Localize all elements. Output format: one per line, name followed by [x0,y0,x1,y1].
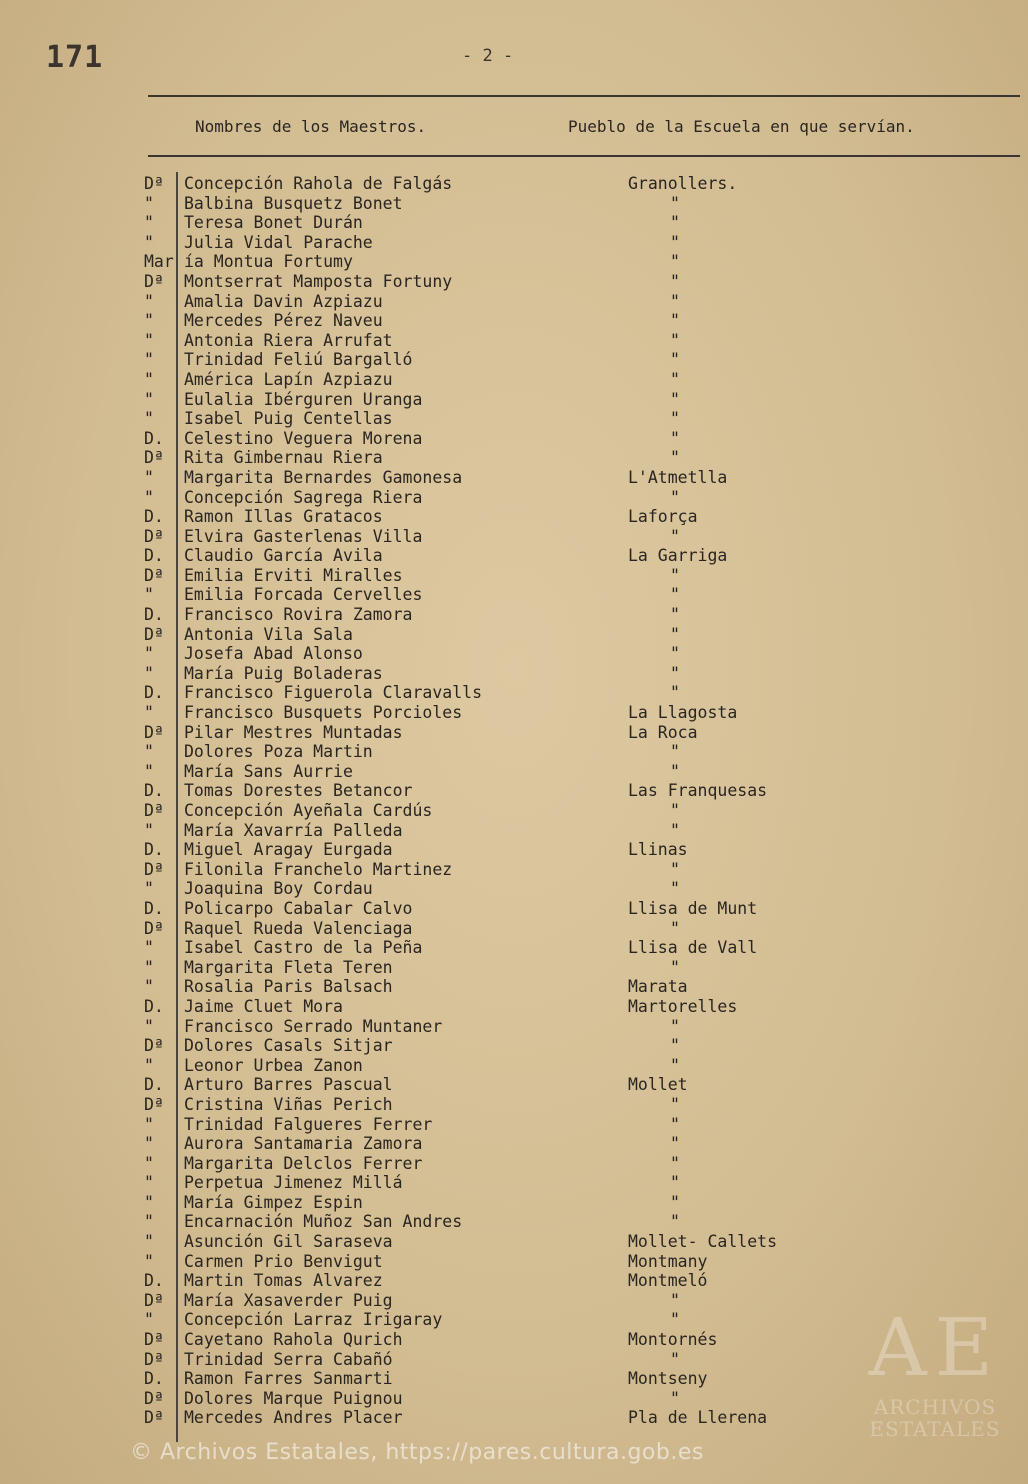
list-item [0,331,1028,351]
row-title: " [144,1251,154,1271]
row-teacher-name: Raquel Rueda Valenciaga [184,918,413,938]
row-school-town: " [670,859,680,879]
row-title: D. [144,605,164,625]
row-teacher-name: Margarita Fleta Teren [184,957,393,977]
row-school-town: " [670,624,680,644]
row-title: D. [144,1075,164,1095]
row-title: D. [144,898,164,918]
row-teacher-name: Trinidad Serra Cabañó [184,1349,393,1369]
list-item [0,821,1028,841]
row-title: " [144,585,154,605]
row-title: " [144,1016,154,1036]
row-school-town: " [670,389,680,409]
row-school-town: La Llagosta [628,703,738,723]
row-school-town: " [670,918,680,938]
row-school-town: " [670,1153,680,1173]
row-title: " [144,663,154,683]
row-title: Dª [144,271,164,291]
row-school-town: " [670,1192,680,1212]
row-school-town: Marata [628,977,688,997]
list-item [0,311,1028,331]
row-school-town: " [670,1036,680,1056]
list-item [0,781,1028,801]
row-school-town: " [670,1349,680,1369]
row-title: Dª [144,1349,164,1369]
list-item [0,507,1028,527]
copyright-watermark: © Archivos Estatales, https://pares.cultura.gob.es [130,1440,704,1465]
row-title: D. [144,546,164,566]
list-item [0,977,1028,997]
list-item [0,1173,1028,1193]
row-teacher-name: Ramon Farres Sanmarti [184,1369,393,1389]
row-school-town: Pla de Llerena [628,1408,768,1428]
row-title: Dª [144,1290,164,1310]
list-item [0,1075,1028,1095]
list-item [0,527,1028,547]
row-teacher-name: América Lapín Azpiazu [184,369,393,389]
list-item [0,605,1028,625]
row-school-town: " [670,1212,680,1232]
row-teacher-name: Aurora Santamaria Zamora [184,1134,423,1154]
row-school-town: " [670,350,680,370]
row-title: Dª [144,801,164,820]
list-item [0,742,1028,762]
list-item [0,292,1028,312]
row-school-town: Montseny [628,1369,708,1389]
row-teacher-name: Rita Gimbernau Riera [184,448,383,468]
list-item [0,174,1028,194]
row-school-town: Las Franquesas [628,781,768,801]
row-title: Dª [144,1408,164,1428]
row-teacher-name: Margarita Delclos Ferrer [184,1153,423,1173]
row-teacher-name: Dolores Poza Martin [184,742,373,762]
list-item [0,1056,1028,1076]
list-item [0,919,1028,939]
row-teacher-name: Dolores Marque Puignou [184,1388,403,1408]
list-item [0,233,1028,253]
row-school-town: " [670,193,680,213]
row-school-town: " [670,1055,680,1075]
row-school-town: " [670,879,680,899]
row-school-town: " [670,213,680,233]
row-teacher-name: Francisco Busquets Porcioles [184,703,463,723]
row-title: " [144,409,154,429]
row-school-town: " [670,820,680,840]
row-school-town: " [670,487,680,507]
row-teacher-name: Tomas Dorestes Betancor [184,781,413,801]
row-school-town: " [670,271,680,291]
row-teacher-name: Joaquina Boy Cordau [184,879,373,899]
row-school-town: " [670,311,680,331]
row-teacher-name: Cristina Viñas Perich [184,1094,393,1114]
row-title: Dª [144,174,164,193]
row-title: " [144,467,154,487]
row-title: Dª [144,1036,164,1056]
list-item [0,1212,1028,1232]
row-school-town: L'Atmetlla [628,467,728,487]
row-title: " [144,311,154,331]
row-title: Dª [144,1388,164,1408]
row-title: " [144,879,154,899]
row-school-town: Mollet [628,1075,688,1095]
list-item [0,840,1028,860]
row-school-town: " [670,330,680,350]
list-item [0,1271,1028,1291]
row-school-town: Montornés [628,1330,718,1350]
list-item [0,899,1028,919]
row-school-town: " [670,1016,680,1036]
logo-line-1: ARCHIVOS [873,1395,997,1419]
list-item [0,1036,1028,1056]
row-school-town: " [670,742,680,762]
row-teacher-name: Francisco Figuerola Claravalls [184,683,483,703]
row-teacher-name: Josefa Abad Alonso [184,644,363,664]
row-teacher-name: Arturo Barres Pascual [184,1075,393,1095]
list-item [0,448,1028,468]
list-item [0,546,1028,566]
row-title: Dª [144,918,164,938]
logo-line-2: ESTATALES [869,1417,1001,1441]
row-teacher-name: Leonor Urbea Zanon [184,1055,363,1075]
row-school-town: " [670,1114,680,1134]
row-title: " [144,1153,154,1173]
list-item [0,566,1028,586]
row-title: " [144,291,154,311]
row-teacher-name: Concepción Rahola de Falgás [184,174,453,193]
row-title: Dª [144,448,164,468]
list-item [0,703,1028,723]
row-teacher-name: ía Montua Fortumy [184,252,353,272]
row-school-town: La Roca [628,722,698,742]
row-title: Dª [144,624,164,644]
row-teacher-name: Miguel Aragay Eurgada [184,840,393,860]
row-teacher-name: María Gimpez Espin [184,1192,363,1212]
row-school-town: Llinas [628,840,688,860]
row-school-town: " [670,1173,680,1193]
list-item [0,390,1028,410]
list-item [0,1115,1028,1135]
list-item [0,194,1028,214]
row-title: " [144,213,154,233]
row-teacher-name: Concepción Ayeñala Cardús [184,801,433,820]
row-school-town: " [670,683,680,703]
row-title: " [144,703,154,723]
row-teacher-name: María Sans Aurrie [184,761,353,781]
row-school-town: " [670,1310,680,1330]
row-teacher-name: Emilia Erviti Miralles [184,565,403,585]
list-item [0,1193,1028,1213]
list-item [0,860,1028,880]
row-title: Dª [144,722,164,742]
list-item [0,585,1028,605]
row-teacher-name: Filonila Franchelo Martinez [184,859,453,879]
row-school-town: " [670,1388,680,1408]
row-school-town: " [670,761,680,781]
list-item [0,350,1028,370]
row-teacher-name: María Xavarría Palleda [184,820,403,840]
row-teacher-name: Margarita Bernardes Gamonesa [184,467,463,487]
row-title: D. [144,1271,164,1291]
row-title: " [144,957,154,977]
row-title: " [144,1114,154,1134]
row-teacher-name: Montserrat Mamposta Fortuny [184,271,453,291]
row-teacher-name: Eulalia Ibérguren Uranga [184,389,423,409]
teacher-list [0,174,1028,1428]
row-teacher-name: Mercedes Pérez Naveu [184,311,383,331]
list-item [0,958,1028,978]
row-school-town: " [670,585,680,605]
row-teacher-name: Celestino Veguera Morena [184,428,423,448]
row-school-town: " [670,409,680,429]
row-title: " [144,820,154,840]
row-teacher-name: Concepción Sagrega Riera [184,487,423,507]
row-title: Dª [144,565,164,585]
row-teacher-name: Pilar Mestres Muntadas [184,722,403,742]
row-teacher-name: Antonia Riera Arrufat [184,330,393,350]
row-title: " [144,761,154,781]
row-title: " [144,644,154,664]
row-teacher-name: María Puig Boladeras [184,663,383,683]
row-teacher-name: Teresa Bonet Durán [184,213,363,233]
row-title: D. [144,683,164,703]
row-school-town: Granollers. [628,174,738,193]
row-teacher-name: Asunción Gil Saraseva [184,1232,393,1252]
row-title: " [144,1173,154,1193]
row-title: " [144,977,154,997]
list-item [0,1252,1028,1272]
row-school-town: Mollet- Callets [628,1232,778,1252]
list-item [0,1017,1028,1037]
list-item [0,762,1028,782]
row-school-town: " [670,252,680,272]
header-rule-top [148,95,1020,97]
row-title: " [144,369,154,389]
row-title: " [144,938,154,958]
list-item [0,1095,1028,1115]
row-school-town: " [670,1290,680,1310]
row-teacher-name: Elvira Gasterlenas Villa [184,526,423,546]
row-school-town: " [670,428,680,448]
row-teacher-name: Isabel Puig Centellas [184,409,393,429]
row-title: " [144,1232,154,1252]
row-teacher-name: Dolores Casals Sitjar [184,1036,393,1056]
row-title: " [144,232,154,252]
row-title: " [144,193,154,213]
row-school-town: " [670,605,680,625]
list-item [0,409,1028,429]
list-item [0,938,1028,958]
row-school-town: " [670,369,680,389]
list-item [0,488,1028,508]
row-teacher-name: Encarnación Muñoz San Andres [184,1212,463,1232]
page-number: - 2 - [462,46,514,66]
row-title: Dª [144,1330,164,1350]
row-teacher-name: Trinidad Feliú Bargalló [184,350,413,370]
row-school-town: La Garriga [628,546,728,566]
column-header-names: Nombres de los Maestros. [195,117,427,136]
row-title: " [144,350,154,370]
row-school-town: " [670,1134,680,1154]
row-school-town: " [670,448,680,468]
row-school-town: Laforça [628,507,698,527]
row-school-town: " [670,957,680,977]
list-item [0,272,1028,292]
row-school-town: " [670,663,680,683]
row-title: " [144,1055,154,1075]
list-item [0,429,1028,449]
row-title: " [144,1192,154,1212]
row-teacher-name: Concepción Larraz Irigaray [184,1310,443,1330]
row-title: Mar [144,252,174,272]
list-item [0,213,1028,233]
row-teacher-name: Amalia Davin Azpiazu [184,291,383,311]
row-teacher-name: Emilia Forcada Cervelles [184,585,423,605]
row-teacher-name: Antonia Vila Sala [184,624,353,644]
row-teacher-name: Perpetua Jimenez Millá [184,1173,403,1193]
row-teacher-name: Francisco Rovira Zamora [184,605,413,625]
row-school-town: " [670,526,680,546]
list-item [0,683,1028,703]
row-school-town: " [670,565,680,585]
row-teacher-name: Cayetano Rahola Qurich [184,1330,403,1350]
row-title: " [144,1134,154,1154]
row-title: D. [144,781,164,801]
row-title: " [144,487,154,507]
list-item [0,625,1028,645]
row-teacher-name: Ramon Illas Gratacos [184,507,383,527]
row-school-town: " [670,644,680,664]
logo-mark: AE [868,1301,1002,1394]
row-teacher-name: Balbina Busquetz Bonet [184,193,403,213]
row-teacher-name: Rosalia Paris Balsach [184,977,393,997]
row-teacher-name: Trinidad Falgueres Ferrer [184,1114,433,1134]
row-title: D. [144,1369,164,1389]
row-school-town: " [670,801,680,820]
list-item [0,664,1028,684]
row-teacher-name: Isabel Castro de la Peña [184,938,423,958]
row-title: D. [144,840,164,860]
row-school-town: Llisa de Vall [628,938,758,958]
list-item [0,1232,1028,1252]
row-teacher-name: Jaime Cluet Mora [184,996,343,1016]
row-teacher-name: Julia Vidal Parache [184,232,373,252]
row-teacher-name: Mercedes Andres Placer [184,1408,403,1428]
row-title: Dª [144,859,164,879]
row-title: " [144,742,154,762]
row-title: " [144,1310,154,1330]
list-item [0,997,1028,1017]
list-item [0,644,1028,664]
row-title: D. [144,507,164,527]
list-item [0,252,1028,272]
list-item [0,723,1028,743]
folio-number: 171 [46,40,104,75]
row-school-town: Martorelles [628,996,738,1016]
list-item [0,1134,1028,1154]
row-teacher-name: Martin Tomas Alvarez [184,1271,383,1291]
row-teacher-name: Policarpo Cabalar Calvo [184,898,413,918]
row-title: D. [144,428,164,448]
row-teacher-name: María Xasaverder Puig [184,1290,393,1310]
row-title: " [144,330,154,350]
list-item [0,1154,1028,1174]
row-title: " [144,1212,154,1232]
row-school-town: Montmeló [628,1271,708,1291]
row-school-town: Llisa de Munt [628,898,758,918]
row-title: Dª [144,526,164,546]
row-teacher-name: Carmen Prio Benvigut [184,1251,383,1271]
row-title: Dª [144,1094,164,1114]
list-item [0,801,1028,821]
row-teacher-name: Francisco Serrado Muntaner [184,1016,443,1036]
row-title: D. [144,996,164,1016]
row-school-town: " [670,1094,680,1114]
row-school-town: " [670,291,680,311]
list-item [0,879,1028,899]
row-title: " [144,389,154,409]
row-school-town: " [670,232,680,252]
list-item [0,468,1028,488]
header-rule-bottom [148,155,1020,157]
row-school-town: Montmany [628,1251,708,1271]
list-item [0,370,1028,390]
column-header-towns: Pueblo de la Escuela en que servían. [568,117,915,136]
row-teacher-name: Claudio García Avila [184,546,383,566]
archive-logo [842,1300,1028,1484]
